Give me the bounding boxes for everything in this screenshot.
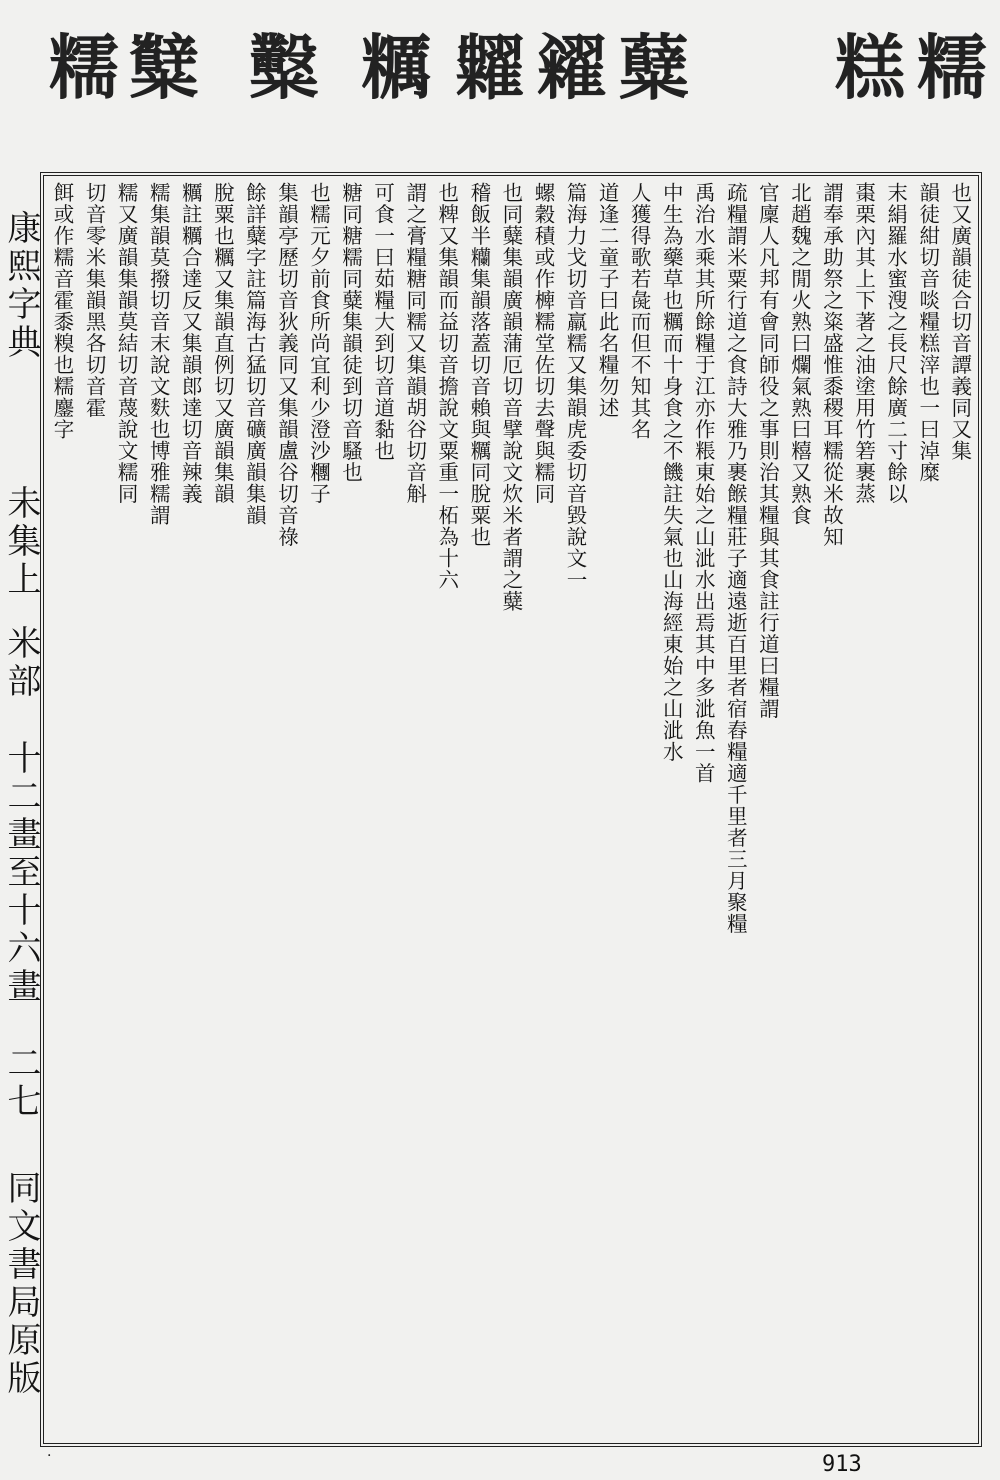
seal-char: 糱 [129,26,193,109]
left-margin [1,210,41,1450]
seal-char: 糶 [455,26,519,109]
text-column: 疏糧謂米粟行道之食詩大雅乃裹餱糧莊子適遠逝百里者宿舂糧適千里者三月聚糧 [723,182,748,935]
text-column: 糯又廣韻集韻莫結切音蔑說文糯同 [114,182,139,505]
publisher-label: 同文書局原版 [1,1170,41,1398]
text-column: 也粺又集韻而益切音擔說文粟重一柘為十六 [434,182,459,591]
text-column: 糖同糖糯同糵集韻徒到切音騷也 [338,182,363,483]
text-column: 切音零米集韻黑各切音霍 [82,182,107,419]
text-frame [40,172,982,1447]
text-column: 可食一曰茹糧大到切音道黏也 [370,182,395,462]
text-column: 篇海力戈切音羸糯又集韻虎委切音毀說文一 [563,182,587,591]
margin-dot: · [47,1448,52,1464]
seal-char: 糴 [537,26,601,109]
page-number: 913 [822,1452,862,1477]
text-column: 禹治水乘其所餘糧于江亦作粻東始之山泚水出焉其中多泚魚一首 [691,182,716,784]
text-column: 韻徒紺切音啖糧糕滓也一曰淖糜 [915,182,940,483]
stroke-range: 十二畫至十六畫 [1,740,41,1006]
text-column: 稽飯半糷集韻落蓋切音賴與糲同脫粟也 [466,182,491,548]
text-column: 也糯元夕前食所尚宜利少澄沙糰子 [306,182,331,505]
text-column: 集韻亭歷切音狄義同又集韻盧谷切音祿 [274,182,299,548]
text-column: 謂奉承助祭之粢盛惟黍稷耳糯從米故知 [819,182,844,548]
text-column: 官廩人凡邦有會同師役之事則治其糧與其食註行道曰糧謂 [755,182,780,720]
text-column: 人獲得歌若彘而但不知其名 [627,182,652,440]
seal-char: 糯 [917,26,981,109]
local-page-number: 二七 [1,1045,41,1121]
text-column: 餘詳糵字註篇海古猛切音礦廣韻集韻 [242,182,267,526]
text-column: 中生為藥草也糲而十身食之不饑註失氣也山海經東始之山泚水 [659,182,684,763]
book-title: 康熙字典 [1,210,41,362]
section-label: 未集上 [1,485,41,599]
text-column: 棗栗內其上下著之油塗用竹箬裹蒸 [851,182,876,505]
text-column: 道逢二童子曰此名糧勿述 [595,182,620,419]
seal-char: 糳 [249,26,313,109]
text-column: 也同糵集韻廣韻蒲厄切音擘說文炊米者謂之糵 [498,182,523,612]
text-column: 末絹羅水蜜溲之長尺餘廣二寸餘以 [883,182,908,505]
text-column: 糯集韻莫撥切音末說文麩也博雅糯謂 [146,182,171,526]
text-column: 糲註糲合達反又集韻郎達切音辣義 [178,182,203,505]
text-column: 謂之膏糧糖同糯又集韻胡谷切音斛 [402,182,427,505]
text-column: 北趙魏之閒火熟曰爛氣熟曰糦又熟食 [787,182,812,526]
radical-label: 米部 [1,625,41,701]
seal-char: 糲 [361,26,425,109]
text-column: 餌或作糯音霍黍糗也糯鏖字 [50,182,74,440]
seal-script-header [40,18,981,128]
seal-char: 糕 [835,26,899,109]
text-column: 脫粟也糲又集韻直例切又廣韻集韻 [210,182,235,505]
text-columns [48,182,974,1437]
seal-char: 糵 [619,26,683,109]
text-column: 螺穀積或作㯅糯堂佐切去聲與糯同 [530,182,555,505]
text-column: 也又廣韻徒合切音譚義同又集 [947,182,972,462]
seal-char: 糯 [49,26,113,109]
